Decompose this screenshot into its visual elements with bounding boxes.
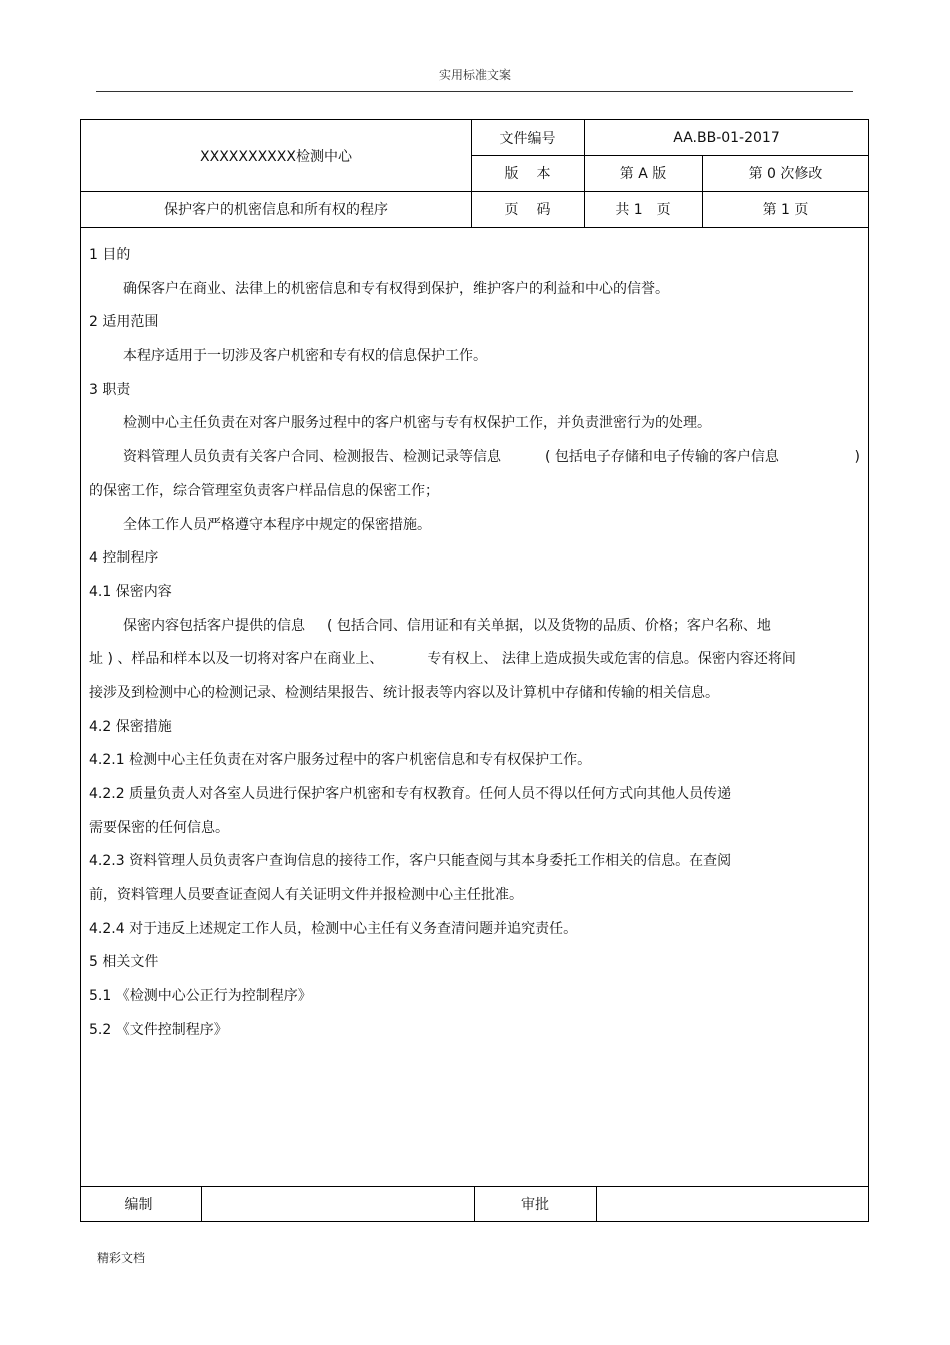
page-footer: 精彩文档 [97, 1251, 146, 1265]
section-3-paragraph-2-part-a: 资料管理人员负责有关客户合同、检测报告、检测记录等信息 [123, 449, 501, 466]
edition-label: 版本 [504, 166, 569, 182]
section-4-1-part-a: 保密内容包括客户提供的信息 [123, 617, 305, 634]
section-4-1-paragraph-line-3: 接涉及到检测中心的检测记录、检测结果报告、统计报表等内容以及计算机中存储和传输的相关信息。 [89, 684, 719, 701]
section-4-2-2-line-2: 需要保密的任何信息。 [89, 819, 229, 836]
doc-number-value: AA.BB-01-2017 [673, 129, 780, 146]
section-4-1-part-c: 址 ) 、样品和样本以及一切将对客户在商业上、 [89, 651, 384, 668]
section-4-2-4: 4.2.4 对于违反上述规定工作人员，检测中心主任有义务查清问题并追究责任。 [89, 920, 578, 937]
section-2-heading: 2 适用范围 [89, 314, 159, 331]
total-pages: 共 1 页 [615, 202, 671, 218]
header-rule [96, 91, 853, 92]
section-3-paragraph-2 [89, 441, 864, 475]
section-4-1-part-d: 专有权上、 法律上造成损失或危害的信息。保密内容还将间 [427, 651, 796, 668]
approved-by-label: 审批 [521, 1197, 549, 1213]
section-5-heading: 5 相关文件 [89, 954, 159, 971]
related-document-5-1: 5.1 《检测中心公正行为控制程序》 [89, 988, 312, 1005]
section-1-heading: 1 目的 [89, 247, 131, 263]
page-header: 实用标准文案 [438, 68, 511, 82]
section-4-2-1: 4.2.1 检测中心主任负责在对客户服务过程中的客户机密信息和专有权保护工作。 [89, 752, 592, 769]
section-4-1-paragraph-line-1 [89, 610, 864, 644]
organization-name: XXXXXXXXXX检测中心 [200, 148, 352, 165]
section-4-2-2-line-1: 4.2.2 质量负责人对各室人员进行保护客户机密和专有权教育。任何人员不得以任何方式向其他人员传递 [89, 786, 732, 802]
header-bottom-rule [81, 227, 868, 228]
section-4-heading: 4 控制程序 [89, 550, 159, 567]
doc-number-label: 文件编号 [499, 130, 556, 147]
current-page: 第 1 页 [762, 202, 809, 218]
section-3-paragraph-1: 检测中心主任负责在对客户服务过程中的客户机密与专有权保护工作，并负责泄密行为的处理。 [123, 415, 711, 432]
section-2-paragraph: 本程序适用于一切涉及客户机密和专有权的信息保护工作。 [123, 348, 487, 365]
section-4-1-part-b: ( 包括合同、信用证和有关单据，以及货物的品质、价格；客户名称、地 [327, 617, 771, 634]
document-frame [80, 119, 869, 1222]
section-4-2-3-line-2: 前，资料管理人员要查证查阅人有关证明文件并报检测中心主任批准。 [89, 887, 523, 904]
section-3-paragraph-2-continued: 的保密工作，综合管理室负责客户样品信息的保密工作； [89, 482, 439, 499]
section-3-heading: 3 职责 [89, 381, 131, 398]
section-4-2-3-line-1: 4.2.3 资料管理人员负责客户查询信息的接待工作，客户只能查阅与其本身委托工作相关的信息。在查阅 [89, 853, 732, 870]
section-3-paragraph-3: 全体工作人员严格遵守本程序中规定的保密措施。 [123, 516, 431, 533]
procedure-body [89, 239, 864, 1048]
prepared-by-value [201, 1186, 474, 1222]
edition-value: 第 A 版 [619, 166, 667, 182]
section-1-paragraph: 确保客户在商业、法律上的机密信息和专有权得到保护，维护客户的利益和中心的信誉。 [123, 280, 669, 297]
section-4-2-heading: 4.2 保密措施 [89, 718, 172, 735]
related-document-5-2: 5.2 《文件控制程序》 [89, 1021, 228, 1038]
section-4-1-paragraph-line-2 [89, 643, 864, 677]
approved-by-value [596, 1186, 869, 1222]
prepared-by-label: 编制 [124, 1197, 153, 1213]
procedure-title: 保护客户的机密信息和所有权的程序 [164, 202, 388, 218]
revision-value: 第 0 次修改 [748, 166, 823, 182]
section-3-paragraph-2-part-b: ( 包括电子存储和电子传输的客户信息 [545, 449, 779, 466]
pages-label: 页码 [504, 202, 569, 218]
section-3-paragraph-2-part-c: ) [854, 449, 860, 466]
section-4-1-heading: 4.1 保密内容 [89, 583, 172, 600]
